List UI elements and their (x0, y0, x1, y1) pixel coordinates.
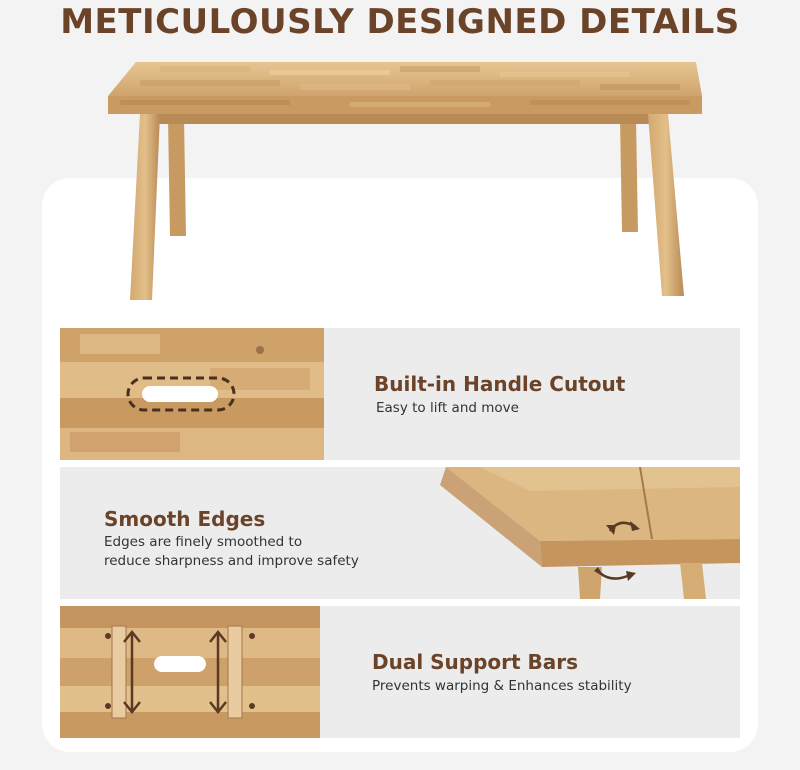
feature-description-line-1: Edges are finely smoothed to (104, 534, 303, 550)
feature-title: Built-in Handle Cutout (374, 372, 626, 396)
feature-description: Easy to lift and move (376, 400, 519, 416)
feature-panel-edges (60, 467, 740, 599)
support-bars-photo (60, 606, 320, 738)
feature-panel-handle (60, 328, 740, 460)
handle-cutout-photo (60, 328, 324, 460)
page-title: METICULOUSLY DESIGNED DETAILS (60, 2, 740, 42)
smooth-edge-photo (440, 467, 740, 599)
feature-description-line-2: reduce sharpness and improve safety (104, 553, 359, 569)
feature-title: Smooth Edges (104, 507, 266, 531)
feature-description: Prevents warping & Enhances stability (372, 678, 632, 694)
feature-title: Dual Support Bars (372, 650, 579, 674)
curved-double-arrow-icon (600, 573, 630, 579)
feature-panel-support (60, 606, 740, 738)
bench-hero-image (100, 56, 710, 306)
